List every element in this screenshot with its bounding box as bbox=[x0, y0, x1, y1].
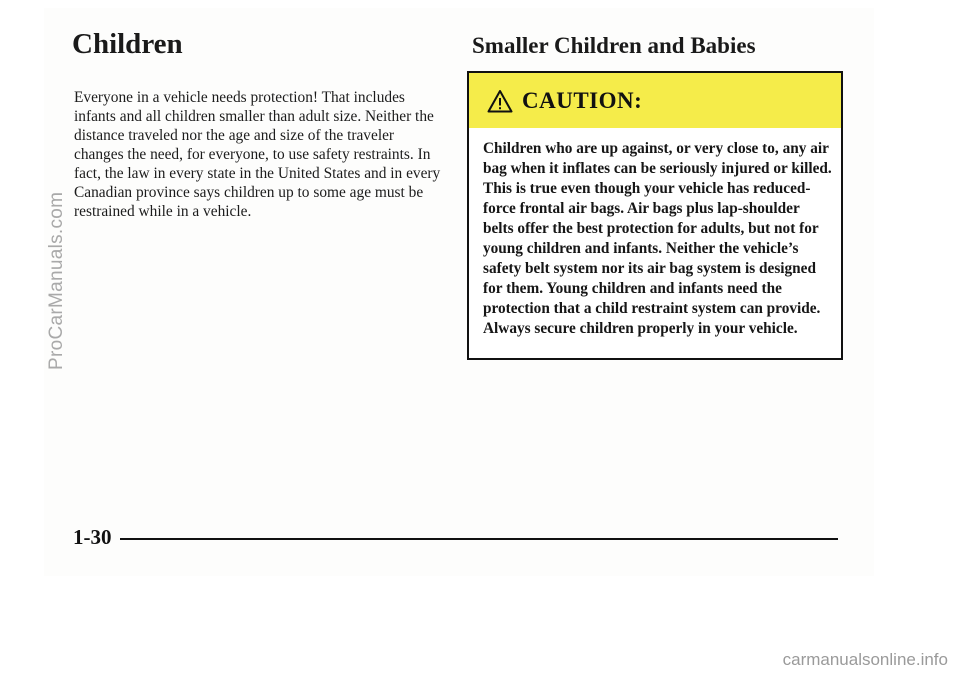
caution-text: Children who are up against, or very close to, any air bag when it inflates can be seriously injured or killed. This is true even though your vehicle has reduced-force frontal air bags. Air bags plus lap-shoulder belts offer the best protection for adults, but not for young children and infants. Neither the vehicle’s safety belt system nor its air bag system is designed for them. Young children and infants need the protection that a child restraint system can provide. Always secure children properly in your vehicle. bbox=[483, 140, 832, 337]
caution-header bbox=[469, 73, 841, 128]
bottom-watermark: carmanualsonline.info bbox=[782, 650, 948, 669]
caution-label: CAUTION: bbox=[522, 87, 643, 113]
section-title-smaller-children: Smaller Children and Babies bbox=[472, 33, 756, 58]
side-watermark: ProCarManuals.com bbox=[46, 191, 67, 370]
caution-box bbox=[467, 71, 843, 360]
page-number: 1-30 bbox=[73, 525, 112, 549]
section-title-children: Children bbox=[72, 28, 183, 60]
children-body-text: Everyone in a vehicle needs protection! That includes infants and all children smaller than adult size. Neither the distance traveled nor the age and size of the traveler changes the need, for everyone, to use safety restraints. In fact, the law in every state in the United States and in every Canadian province says children up to some age must be restrained while in a vehicle. bbox=[74, 89, 441, 220]
footer-rule bbox=[120, 538, 838, 540]
warning-triangle-icon bbox=[487, 89, 513, 113]
